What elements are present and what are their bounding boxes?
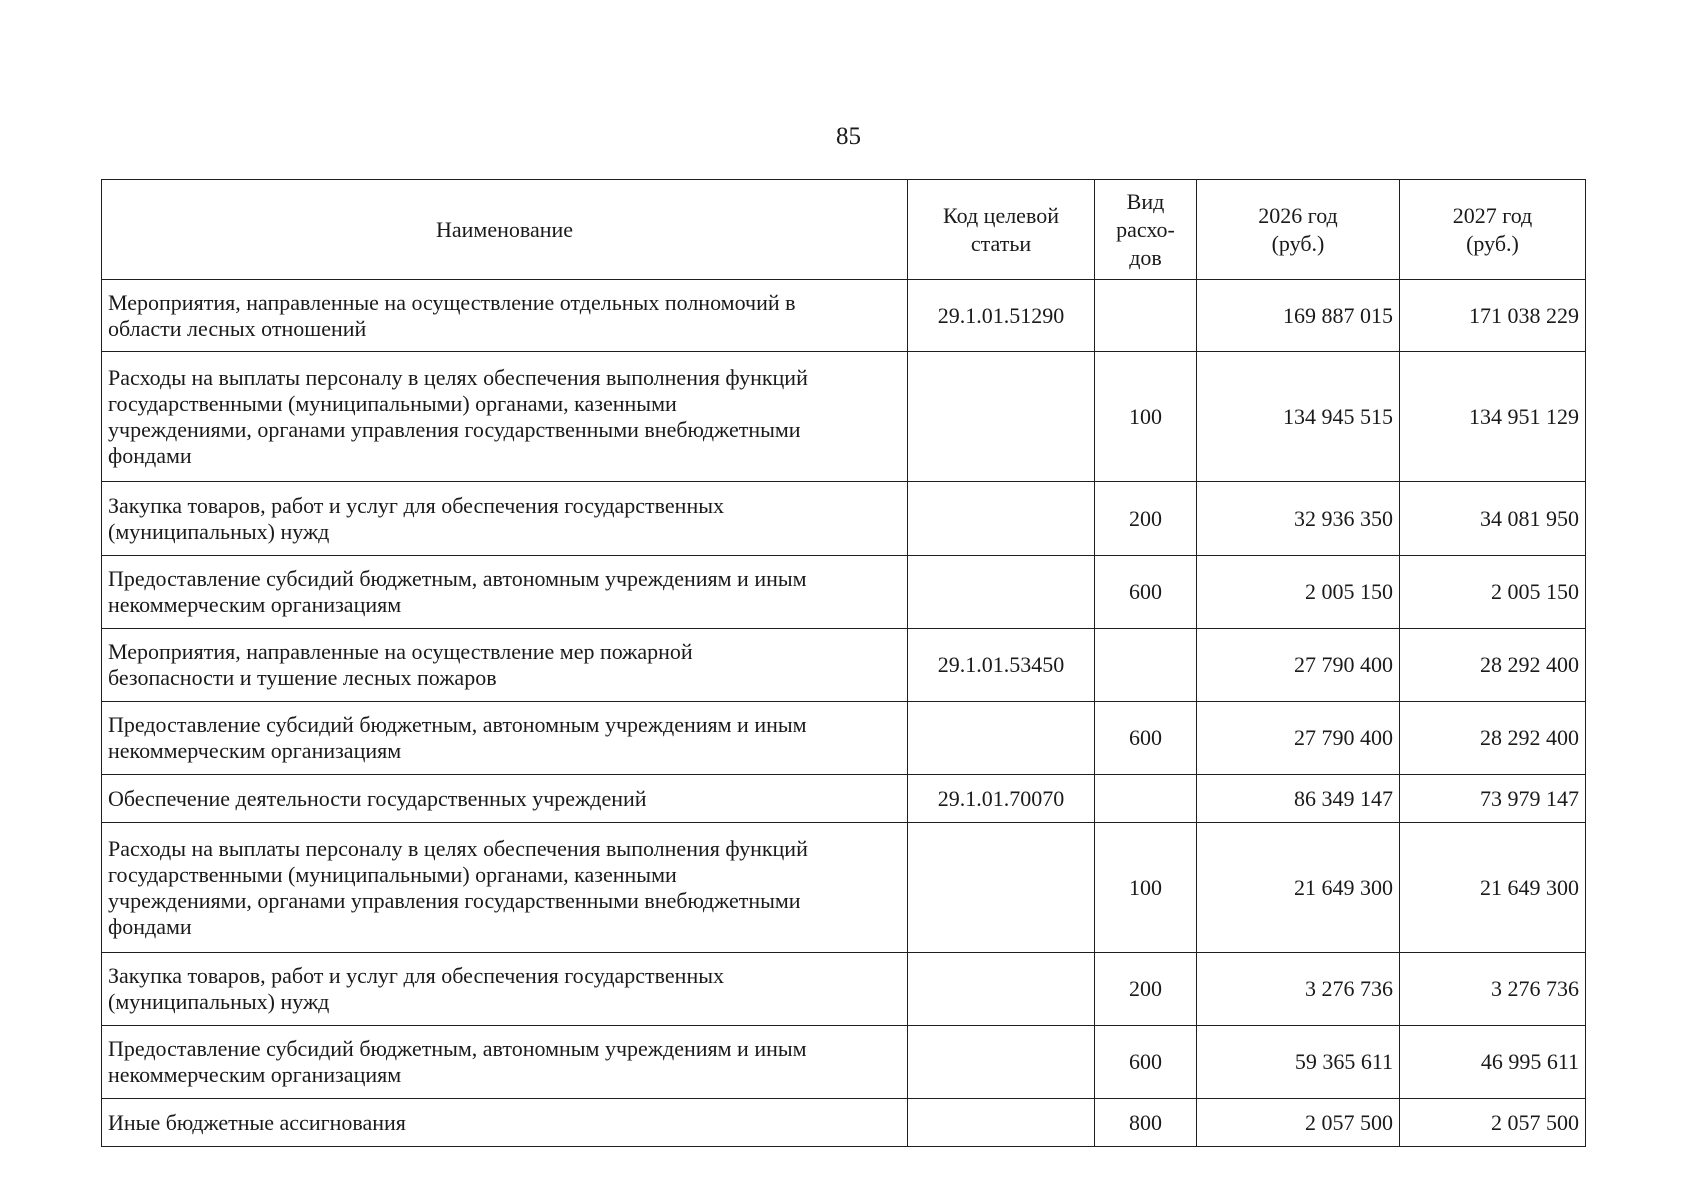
row-name-line: Расходы на выплаты персоналу в целях обеспечения выполнения функций	[108, 364, 808, 390]
row-2027: 28 292 400	[1400, 702, 1586, 775]
header-2027	[1400, 180, 1586, 280]
row-2027: 28 292 400	[1400, 629, 1586, 702]
row-name-line: государственными (муниципальными) органами, казенными	[108, 390, 677, 416]
row-name	[102, 1099, 908, 1147]
header-code	[908, 180, 1095, 280]
row-name	[102, 280, 908, 352]
row-name-line: Предоставление субсидий бюджетным, автономным учреждениям и иным	[108, 1036, 807, 1061]
row-2026: 3 276 736	[1197, 953, 1400, 1026]
row-code	[908, 953, 1095, 1026]
row-code	[908, 1026, 1095, 1099]
row-2026: 59 365 611	[1197, 1026, 1400, 1099]
row-kind	[1095, 280, 1197, 352]
row-name-line: государственными (муниципальными) органами, казенными	[108, 861, 677, 887]
table-row	[102, 1026, 1586, 1099]
row-kind: 100	[1095, 352, 1197, 482]
row-2027: 73 979 147	[1400, 775, 1586, 823]
row-2026: 32 936 350	[1197, 482, 1400, 556]
row-name-line: некоммерческим организациям	[108, 1062, 402, 1087]
table-row	[102, 775, 1586, 823]
row-name-line: Закупка товаров, работ и услуг для обеспечения государственных	[108, 963, 725, 988]
row-kind	[1095, 629, 1197, 702]
row-kind: 800	[1095, 1099, 1197, 1147]
row-code	[908, 1099, 1095, 1147]
row-code	[908, 823, 1095, 953]
header-2027-line: (руб.)	[1466, 230, 1519, 256]
row-name-line: фондами	[108, 913, 192, 939]
row-kind: 100	[1095, 823, 1197, 953]
header-name: Наименование	[102, 180, 908, 280]
row-name	[102, 556, 908, 629]
row-2027: 3 276 736	[1400, 953, 1586, 1026]
row-2027: 21 649 300	[1400, 823, 1586, 953]
row-name	[102, 823, 908, 953]
table-row	[102, 702, 1586, 775]
table-row	[102, 352, 1586, 482]
row-2027: 46 995 611	[1400, 1026, 1586, 1099]
row-kind: 600	[1095, 1026, 1197, 1099]
row-name-line: Обеспечение деятельности государственных учреждений	[108, 785, 647, 811]
row-name-line: безопасности и тушение лесных пожаров	[108, 665, 497, 690]
row-code	[908, 352, 1095, 482]
row-name-line: учреждениями, органами управления государственными внебюджетными	[108, 416, 801, 442]
row-name-line: фондами	[108, 442, 192, 468]
table-row	[102, 629, 1586, 702]
row-kind: 200	[1095, 482, 1197, 556]
row-kind: 600	[1095, 556, 1197, 629]
row-name-line: Мероприятия, направленные на осуществление мер пожарной	[108, 639, 693, 664]
row-2027: 134 951 129	[1400, 352, 1586, 482]
row-name-line: (муниципальных) нужд	[108, 518, 330, 544]
row-code: 29.1.01.70070	[908, 775, 1095, 823]
budget-table	[101, 179, 1586, 1147]
row-name-line: Мероприятия, направленные на осуществление отдельных полномочий в	[108, 289, 796, 315]
row-name-line: Предоставление субсидий бюджетным, автономным учреждениям и иным	[108, 566, 807, 591]
header-2026	[1197, 180, 1400, 280]
page-number: 85	[836, 123, 861, 150]
row-2026: 27 790 400	[1197, 629, 1400, 702]
row-kind: 200	[1095, 953, 1197, 1026]
table-header-row	[102, 180, 1586, 280]
row-2026: 2 005 150	[1197, 556, 1400, 629]
row-2026: 134 945 515	[1197, 352, 1400, 482]
header-kind-line: дов	[1129, 244, 1162, 270]
header-2026-line: (руб.)	[1271, 230, 1325, 256]
table-row	[102, 953, 1586, 1026]
row-code: 29.1.01.53450	[908, 629, 1095, 702]
table-row	[102, 482, 1586, 556]
row-code	[908, 702, 1095, 775]
row-name-line: области лесных отношений	[108, 315, 367, 341]
row-name	[102, 352, 908, 482]
header-kind-line: расхо-	[1116, 216, 1175, 242]
row-name-line: Иные бюджетные ассигнования	[108, 1109, 406, 1135]
row-name-line: учреждениями, органами управления государственными внебюджетными	[108, 887, 801, 913]
row-2026: 21 649 300	[1197, 823, 1400, 953]
row-2027: 34 081 950	[1400, 482, 1586, 556]
row-2026: 169 887 015	[1197, 280, 1400, 352]
table-row	[102, 823, 1586, 953]
header-2027-line: 2027 год	[1452, 202, 1533, 228]
row-2026: 2 057 500	[1197, 1099, 1400, 1147]
table-row	[102, 280, 1586, 352]
row-kind: 600	[1095, 702, 1197, 775]
row-name	[102, 482, 908, 556]
table-row	[102, 556, 1586, 629]
row-name-line: некоммерческим организациям	[108, 738, 402, 763]
table-row	[102, 1099, 1586, 1147]
row-2026: 86 349 147	[1197, 775, 1400, 823]
row-name-line: Предоставление субсидий бюджетным, автономным учреждениям и иным	[108, 712, 807, 737]
row-name-line: Расходы на выплаты персоналу в целях обеспечения выполнения функций	[108, 835, 808, 861]
row-name-line: (муниципальных) нужд	[108, 989, 330, 1014]
row-2026: 27 790 400	[1197, 702, 1400, 775]
row-code: 29.1.01.51290	[908, 280, 1095, 352]
row-2027: 2 005 150	[1400, 556, 1586, 629]
row-2027: 171 038 229	[1400, 280, 1586, 352]
row-name	[102, 953, 908, 1026]
header-code-line: статьи	[970, 230, 1032, 256]
row-name	[102, 702, 908, 775]
row-name-line: некоммерческим организациям	[108, 592, 402, 617]
header-2026-line: 2026 год	[1258, 202, 1338, 228]
header-code-line: Код целевой	[943, 202, 1059, 228]
row-code	[908, 482, 1095, 556]
row-kind	[1095, 775, 1197, 823]
row-name	[102, 775, 908, 823]
row-2027: 2 057 500	[1400, 1099, 1586, 1147]
header-kind	[1095, 180, 1197, 280]
row-name	[102, 1026, 908, 1099]
row-name-line: Закупка товаров, работ и услуг для обеспечения государственных	[108, 492, 725, 518]
row-code	[908, 556, 1095, 629]
row-name	[102, 629, 908, 702]
header-kind-line: Вид	[1126, 188, 1165, 214]
